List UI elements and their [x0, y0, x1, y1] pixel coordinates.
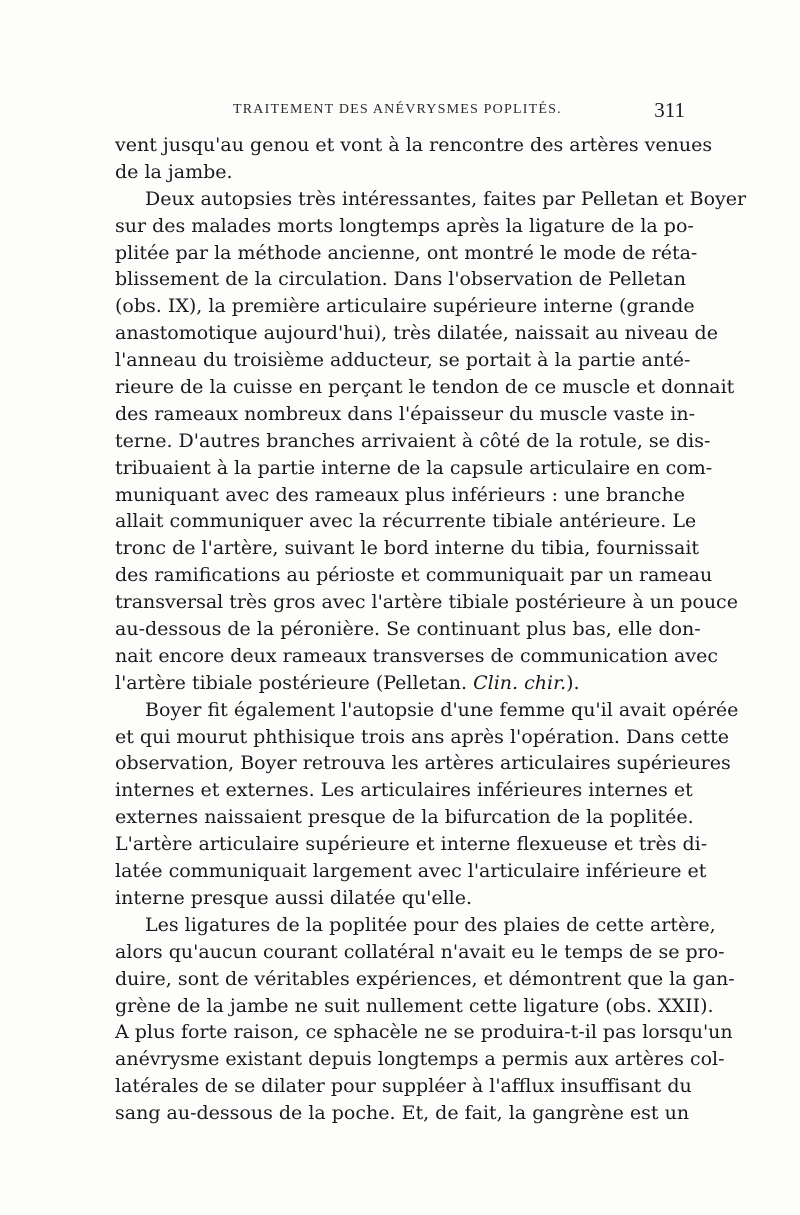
text-line: allait communiquer avec la récurrente tibiale antérieure. Le [115, 510, 697, 533]
text-line: des ramifications au périoste et communiquait par un rameau [115, 564, 713, 587]
citation-lead: l'artère tibiale postérieure (Pelletan. [115, 671, 468, 694]
text-line: latée communiquait largement avec l'articulaire inférieure et [115, 860, 707, 883]
page-number: 311 [654, 98, 685, 122]
text-line: au-dessous de la péronière. Se continuant plus bas, elle don- [115, 618, 701, 641]
text-line: Deux autopsies très intéressantes, faites par Pelletan et Boyer [145, 187, 747, 210]
text-line: muniquant avec des rameaux plus inférieurs : une branche [115, 483, 685, 506]
text-line: Boyer fit également l'autopsie d'une femme qu'il avait opérée [145, 698, 739, 721]
text-line: tronc de l'artère, suivant le bord interne du tibia, fournissait [115, 537, 700, 560]
text-line-citation [115, 670, 685, 697]
running-title: TRAITEMENT DES ANÉVRYSMES POPLITÉS. [233, 102, 562, 117]
text-line: blissement de la circulation. Dans l'observation de Pelletan [115, 268, 686, 291]
text-line: vent jusqu'au genou et vont à la rencontre des artères venues [115, 134, 713, 156]
text-line: nait encore deux rameaux transverses de communication avec [115, 644, 718, 667]
text-line: internes et externes. Les articulaires inférieures internes et [115, 779, 693, 802]
text-line: externes naissaient presque de la bifurcation de la poplitée. [115, 806, 694, 829]
text-line: sang au-dessous de la poche. Et, de fait, la gangrène est un [115, 1102, 690, 1125]
text-line: latérales de se dilater pour suppléer à l'afflux insuffisant du [115, 1075, 692, 1098]
text-line: anastomotique aujourd'hui), très dilatée, naissait au niveau de [115, 322, 718, 345]
running-head [115, 98, 685, 126]
text-line: grène de la jambe ne suit nullement cette ligature (obs. XXII). [115, 994, 714, 1017]
text-line: rieure de la cuisse en perçant le tendon de ce muscle et donnait [115, 376, 735, 399]
text-line: anévrysme existant depuis longtemps a permis aux artères col- [115, 1048, 725, 1071]
text-line: transversal très gros avec l'artère tibiale postérieure à un pouce [115, 591, 738, 614]
text-line: plitée par la méthode ancienne, ont montré le mode de réta- [115, 241, 698, 264]
text-line: alors qu'aucun courant collatéral n'avait eu le temps de se pro- [115, 940, 725, 963]
text-line: observation, Boyer retrouva les artères articulaires supérieures [115, 752, 731, 775]
text-line: L'artère articulaire supérieure et interne flexueuse et très di- [115, 833, 708, 856]
text-line: interne presque aussi dilatée qu'elle. [115, 886, 473, 909]
text-line: de la jambe. [115, 160, 233, 183]
text-line: sur des malades morts longtemps après la ligature de la po- [115, 214, 694, 237]
citation-italic: Clin. chir. [473, 671, 567, 694]
citation-closing: ). [566, 671, 580, 694]
text-line: (obs. IX), la première articulaire supérieure interne (grande [115, 295, 695, 318]
text-line: l'anneau du troisième adducteur, se portait à la partie anté- [115, 349, 691, 372]
text-line: duire, sont de véritables expériences, et démontrent que la gan- [115, 967, 735, 990]
text-line: A plus forte raison, ce sphacèle ne se produira-t-il pas lorsqu'un [115, 1021, 733, 1044]
text-line: et qui mourut phthisique trois ans après l'opération. Dans cette [115, 725, 729, 748]
text-line: tribuaient à la partie interne de la capsule articulaire en com- [115, 456, 713, 479]
text-line: terne. D'autres branches arrivaient à côté de la rotule, se dis- [115, 429, 711, 452]
body-text [115, 132, 747, 1127]
text-line: Les ligatures de la poplitée pour des plaies de cette artère, [145, 913, 716, 936]
text-line: des rameaux nombreux dans l'épaisseur du muscle vaste in- [115, 402, 696, 425]
